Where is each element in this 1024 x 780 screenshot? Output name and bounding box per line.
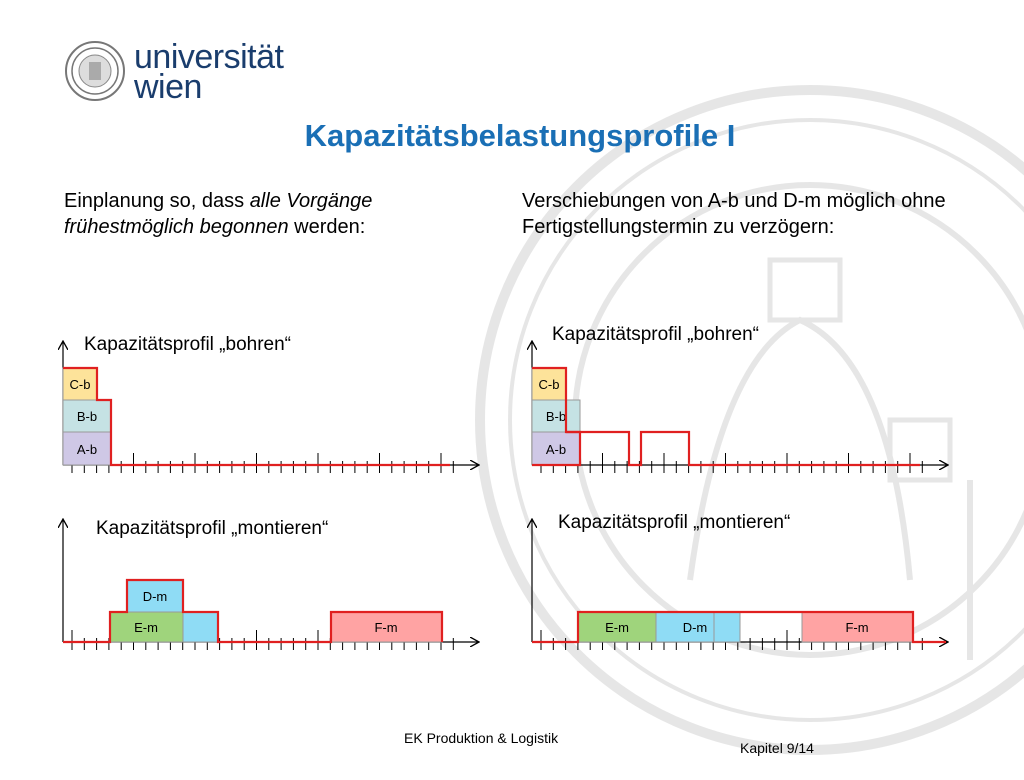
block-label: A-b xyxy=(76,442,98,457)
block-label: E-m xyxy=(134,620,158,635)
chart-title: Kapazitätsprofil „bohren“ xyxy=(552,324,759,345)
chart-title: Kapazitätsprofil „bohren“ xyxy=(84,334,291,355)
block-label: B-b xyxy=(76,409,98,424)
block-label: E-m xyxy=(605,620,629,635)
x-axis-ticks xyxy=(541,453,922,473)
right-description: Verschiebungen von A-b und D-m möglich ohne Fertigstellungstermin zu verzögern: xyxy=(522,190,946,238)
footer-chapter: Kapitel 9/14 xyxy=(740,740,814,756)
page-title: Kapazitätsbelastungsprofile I xyxy=(304,118,736,153)
chart-title: Kapazitätsprofil „montieren“ xyxy=(96,518,329,539)
left-description-emphasis: alle Vorgänge frühestmöglich begonnen xyxy=(64,190,373,238)
chart-title: Kapazitätsprofil „montieren“ xyxy=(558,512,791,533)
logo-line-2: wien xyxy=(134,68,202,106)
capacity-profile-line xyxy=(63,368,450,465)
block-label: A-b xyxy=(545,442,567,457)
left-description-post: werden: xyxy=(288,216,366,238)
chart-bohren-left xyxy=(63,334,478,473)
block-label: C-b xyxy=(69,377,91,392)
shifted-profile-line xyxy=(566,432,920,465)
block-d-m-cont xyxy=(183,612,218,642)
block-label: F-m xyxy=(845,620,869,635)
block-label: F-m xyxy=(374,620,398,635)
block-label: D-m xyxy=(142,589,168,604)
chart-montieren-right xyxy=(532,512,947,650)
left-description-pre: Einplanung so, dass xyxy=(64,190,250,212)
chart-montieren-left xyxy=(63,518,478,650)
x-axis-ticks xyxy=(72,453,453,473)
block-label: B-b xyxy=(545,409,567,424)
chart-bohren-right xyxy=(532,324,947,473)
footer-course: EK Produktion & Logistik xyxy=(404,730,559,746)
block-label: C-b xyxy=(538,377,560,392)
block-label: D-m xyxy=(682,620,708,635)
logo-line-1: universität xyxy=(134,38,284,76)
